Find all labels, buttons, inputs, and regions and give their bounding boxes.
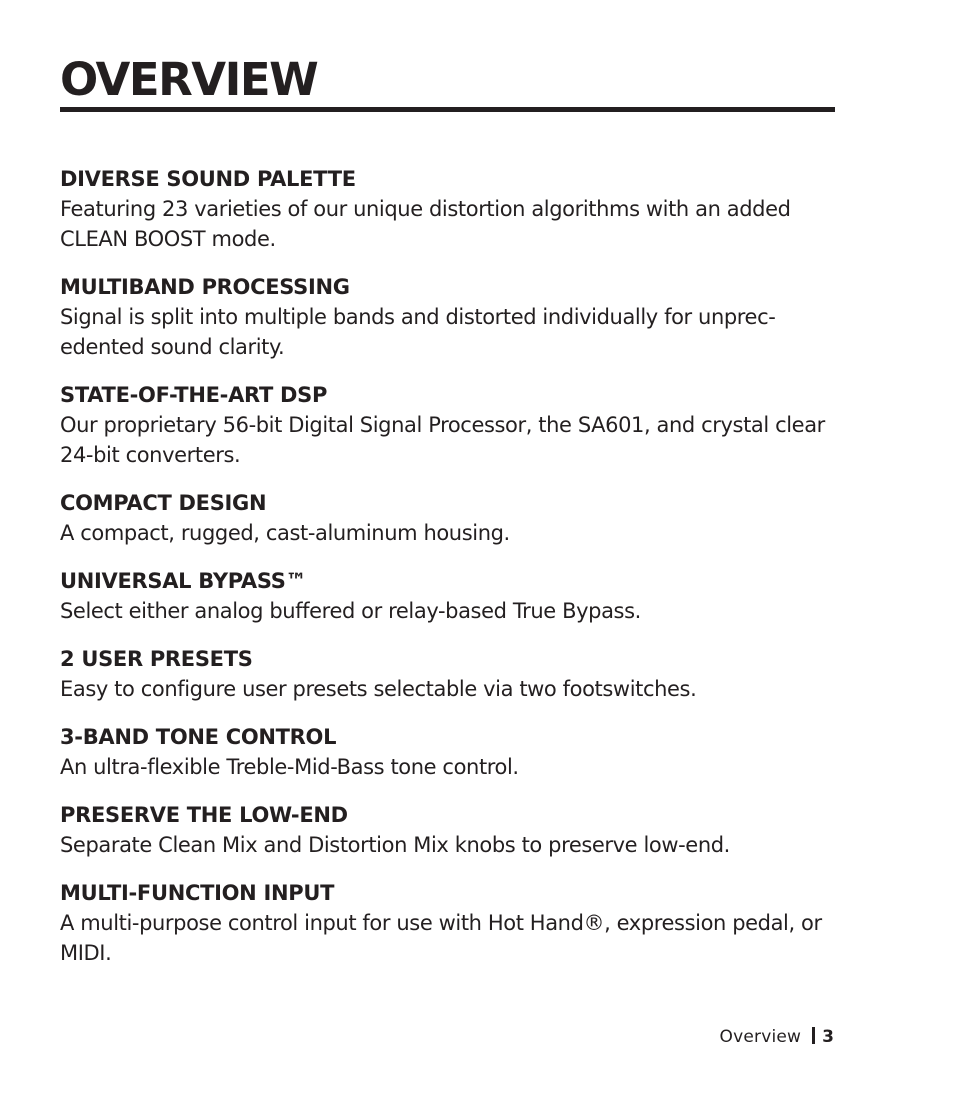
feature-heading: PRESERVE THE LOW-END	[60, 803, 348, 827]
feature-item-user-presets	[60, 644, 850, 704]
feature-item-diverse-sound-palette	[60, 164, 850, 254]
feature-heading: UNIVERSAL BYPASS™	[60, 569, 307, 593]
footer-separator	[812, 1027, 815, 1044]
feature-heading: STATE-OF-THE-ART DSP	[60, 383, 328, 407]
feature-description: Our proprietary 56-bit Digital Signal Processor, the SA601, and crystal clear 24-bit converters.	[60, 413, 825, 467]
feature-description: Signal is split into multiple bands and distorted individually for unprec- edented sound clarity.	[60, 305, 776, 359]
feature-item-universal-bypass	[60, 566, 850, 626]
feature-heading: 2 USER PRESETS	[60, 647, 253, 671]
page-number: 3	[822, 1027, 834, 1047]
feature-item-multiband-processing	[60, 272, 850, 362]
feature-heading: MULTI-FUNCTION INPUT	[60, 881, 335, 905]
feature-heading: MULTIBAND PROCESSING	[60, 275, 350, 299]
feature-item-state-of-the-art-dsp	[60, 380, 850, 470]
title-divider	[60, 107, 835, 112]
feature-description: Featuring 23 varieties of our unique distortion algorithms with an added CLEAN BOOST mode.	[60, 197, 791, 251]
feature-description: A multi-purpose control input for use with Hot Hand®, expression pedal, or MIDI.	[60, 911, 822, 965]
feature-description: An ultra-flexible Treble-Mid-Bass tone control.	[60, 755, 519, 779]
footer-section-label: Overview	[719, 1027, 802, 1047]
feature-description: Easy to configure user presets selectable via two footswitches.	[60, 677, 697, 701]
page-footer	[720, 1022, 834, 1052]
feature-list	[60, 164, 850, 986]
feature-description: Separate Clean Mix and Distortion Mix knobs to preserve low-end.	[60, 833, 730, 857]
feature-heading: DIVERSE SOUND PALETTE	[60, 167, 356, 191]
feature-heading: 3-BAND TONE CONTROL	[60, 725, 337, 749]
feature-description: Select either analog buffered or relay-based True Bypass.	[60, 599, 641, 623]
feature-item-compact-design	[60, 488, 850, 548]
feature-item-tone-control	[60, 722, 850, 782]
page-title: OVERVIEW	[60, 53, 318, 106]
feature-item-multi-function-input	[60, 878, 850, 968]
feature-heading: COMPACT DESIGN	[60, 491, 267, 515]
feature-description: A compact, rugged, cast-aluminum housing.	[60, 521, 510, 545]
feature-item-preserve-low-end	[60, 800, 850, 860]
